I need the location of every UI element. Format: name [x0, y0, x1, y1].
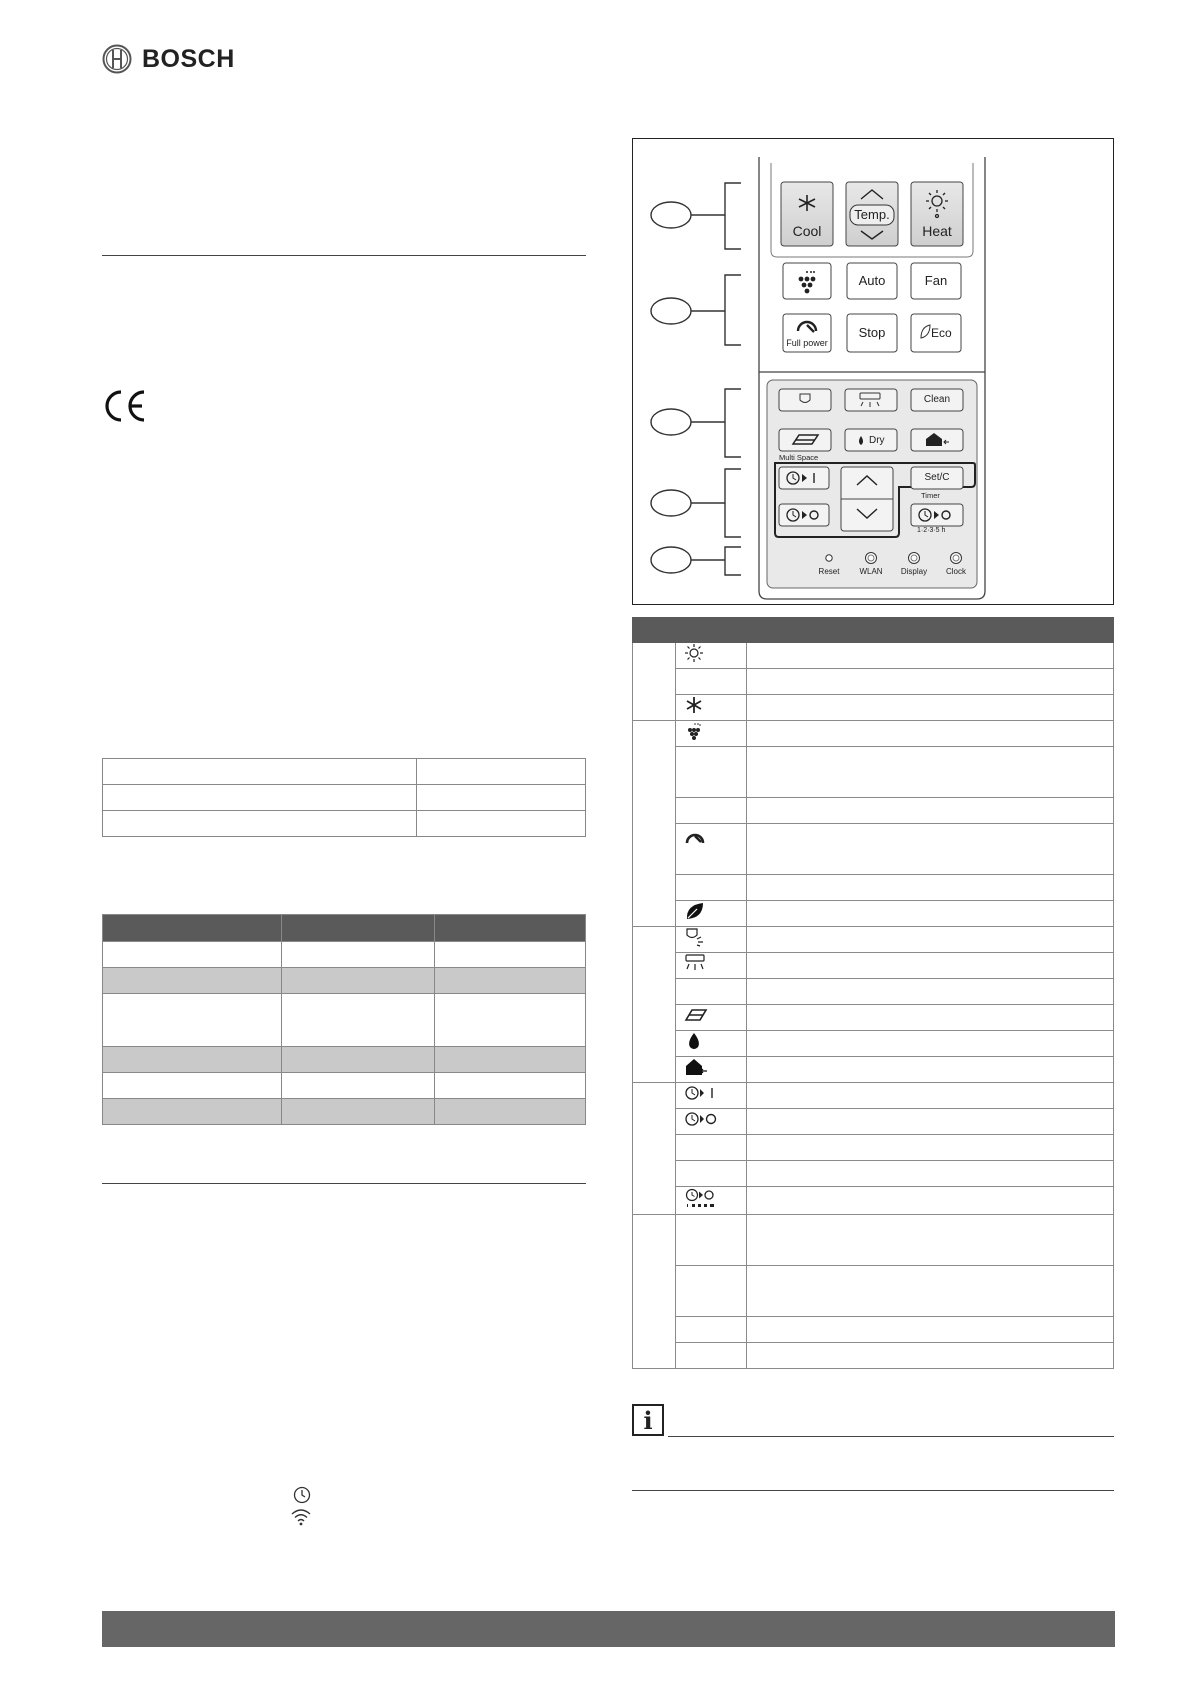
- key-icon-cell: [676, 1343, 747, 1369]
- table-row: [633, 979, 1114, 1005]
- table-row: [633, 1057, 1114, 1083]
- set-cancel-button[interactable]: Set/C: [924, 472, 950, 483]
- table-row: [103, 1047, 586, 1073]
- key-description-cell: [747, 875, 1114, 901]
- key-description-cell: [747, 1317, 1114, 1343]
- table-row: [103, 785, 586, 811]
- swing-horizontal-icon: [684, 960, 706, 977]
- group-number-cell: [633, 1215, 676, 1369]
- table-row: [633, 1109, 1114, 1135]
- callout-3: [651, 389, 741, 457]
- group-number-cell: [633, 643, 676, 721]
- eco-leaf-icon: [684, 908, 706, 925]
- full-power-button[interactable]: Full power: [786, 338, 828, 348]
- clock-button[interactable]: Clock: [945, 567, 966, 576]
- key-icon-cell: [676, 798, 747, 824]
- key-description-cell: [747, 1005, 1114, 1031]
- key-description-cell: [747, 669, 1114, 695]
- table-row: [633, 1187, 1114, 1215]
- note-rule-top: [668, 1436, 1114, 1437]
- table-row: [103, 968, 586, 994]
- table-row: [633, 927, 1114, 953]
- key-description-cell: [747, 721, 1114, 747]
- group-number-cell: [633, 927, 676, 1083]
- table-row: [633, 824, 1114, 875]
- key-description-cell: [747, 1135, 1114, 1161]
- table-row: [633, 721, 1114, 747]
- table-header-row: [633, 618, 1114, 643]
- key-icon-cell: [676, 979, 747, 1005]
- section-rule-bottom: [102, 1183, 586, 1184]
- reset-button[interactable]: Reset: [818, 567, 840, 576]
- timer-off-hours-icon: [684, 1196, 718, 1213]
- group-number-cell: [633, 721, 676, 927]
- timer-label: Timer: [921, 491, 940, 500]
- ce-mark-icon: [102, 388, 148, 424]
- key-description-cell: [747, 1031, 1114, 1057]
- table-row: [633, 1343, 1114, 1369]
- dry-button[interactable]: Dry: [869, 435, 885, 446]
- key-description-cell: [747, 979, 1114, 1005]
- table-row: [633, 747, 1114, 798]
- wifi-icon: [290, 1507, 312, 1527]
- info-icon: i: [632, 1404, 664, 1436]
- table-row: [633, 1083, 1114, 1109]
- display-button[interactable]: Display: [900, 567, 928, 576]
- table-row: [633, 875, 1114, 901]
- key-description-cell: [747, 1215, 1114, 1266]
- cool-button[interactable]: Cool: [792, 223, 822, 239]
- key-description-cell: [747, 953, 1114, 979]
- key-icon-cell: [676, 1083, 747, 1109]
- key-icon-cell: [676, 1005, 747, 1031]
- table-row: [633, 1215, 1114, 1266]
- wlan-button[interactable]: WLAN: [859, 567, 883, 576]
- table-row: [103, 811, 586, 837]
- key-icon-cell: [676, 1317, 747, 1343]
- key-icon-cell: [676, 901, 747, 927]
- grapes-icon: [684, 728, 704, 745]
- fan-button[interactable]: Fan: [924, 273, 948, 288]
- callout-2: [651, 275, 741, 345]
- key-icon-cell: [676, 953, 747, 979]
- key-icon-cell: [676, 695, 747, 721]
- clean-button[interactable]: Clean: [923, 394, 951, 405]
- key-icon-cell: [676, 875, 747, 901]
- table-row: [633, 643, 1114, 669]
- key-icon-cell: [676, 721, 747, 747]
- timer-off-icon: [684, 1116, 718, 1133]
- auto-button[interactable]: Auto: [858, 273, 886, 288]
- table-row: [103, 759, 586, 785]
- brand-name: BOSCH: [142, 44, 235, 73]
- key-icon-cell: [676, 643, 747, 669]
- key-icon-cell: [676, 927, 747, 953]
- table-row: [103, 942, 586, 968]
- table-row: [633, 901, 1114, 927]
- key-icon-cell: [676, 669, 747, 695]
- full-power-icon: [684, 834, 706, 851]
- key-description-cell: [747, 1343, 1114, 1369]
- swing-vertical-icon: [684, 934, 706, 951]
- snowflake-icon: [684, 702, 704, 719]
- key-description-cell: [747, 1161, 1114, 1187]
- table-row: [103, 1073, 586, 1099]
- section-rule-top: [102, 255, 586, 256]
- key-icon-cell: [676, 1215, 747, 1266]
- key-icon-cell: [676, 1266, 747, 1317]
- key-icon-cell: [676, 1161, 747, 1187]
- table-row: [633, 1317, 1114, 1343]
- note-rule-bottom: [632, 1490, 1114, 1491]
- key-icon-cell: [676, 824, 747, 875]
- table-header-row: [103, 915, 586, 942]
- clock-icon: [292, 1485, 312, 1505]
- table-row: [633, 669, 1114, 695]
- sun-icon: [684, 650, 704, 667]
- mode-table: [102, 914, 586, 1125]
- timer-hours-label: 1·2·3·5 h: [917, 527, 946, 534]
- table-row: [633, 1031, 1114, 1057]
- key-icon-cell: [676, 1135, 747, 1161]
- table-row: [633, 1135, 1114, 1161]
- callout-4: [651, 469, 741, 537]
- eco-button[interactable]: Eco: [931, 326, 952, 340]
- temp-button[interactable]: Temp.: [854, 207, 890, 222]
- key-description-cell: [747, 1187, 1114, 1215]
- heat-button[interactable]: Heat: [922, 223, 952, 239]
- remote-key-table: [632, 617, 1114, 1369]
- bosch-armature-icon: [102, 44, 132, 74]
- table-row: [633, 953, 1114, 979]
- remote-control-diagram: [632, 138, 1114, 605]
- stop-button[interactable]: Stop: [858, 325, 886, 340]
- key-description-cell: [747, 901, 1114, 927]
- key-description-cell: [747, 1266, 1114, 1317]
- table-row: [633, 1005, 1114, 1031]
- key-icon-cell: [676, 1031, 747, 1057]
- key-description-cell: [747, 1083, 1114, 1109]
- table-row: [103, 1099, 586, 1125]
- multi-space-label: Multi Space: [779, 453, 819, 462]
- key-description-cell: [747, 747, 1114, 798]
- table-row: [633, 798, 1114, 824]
- callout-1: [651, 183, 741, 249]
- table-row: [633, 695, 1114, 721]
- footer-bar: [102, 1611, 1115, 1647]
- home-leave-icon: [684, 1064, 708, 1081]
- key-description-cell: [747, 798, 1114, 824]
- key-description-cell: [747, 695, 1114, 721]
- key-description-cell: [747, 927, 1114, 953]
- key-icon-cell: [676, 1109, 747, 1135]
- spec-table: [102, 758, 586, 837]
- timer-on-icon: [684, 1090, 718, 1107]
- key-icon-cell: [676, 1057, 747, 1083]
- table-row: [633, 1266, 1114, 1317]
- table-row: [103, 994, 586, 1047]
- multi-space-icon: [684, 1012, 708, 1029]
- table-row: [633, 1161, 1114, 1187]
- callout-5: [651, 547, 741, 575]
- dry-drop-icon: [684, 1038, 704, 1055]
- key-description-cell: [747, 824, 1114, 875]
- key-icon-cell: [676, 747, 747, 798]
- key-description-cell: [747, 1057, 1114, 1083]
- bosch-logo: [102, 44, 235, 74]
- key-description-cell: [747, 1109, 1114, 1135]
- key-icon-cell: [676, 1187, 747, 1215]
- key-description-cell: [747, 643, 1114, 669]
- group-number-cell: [633, 1083, 676, 1215]
